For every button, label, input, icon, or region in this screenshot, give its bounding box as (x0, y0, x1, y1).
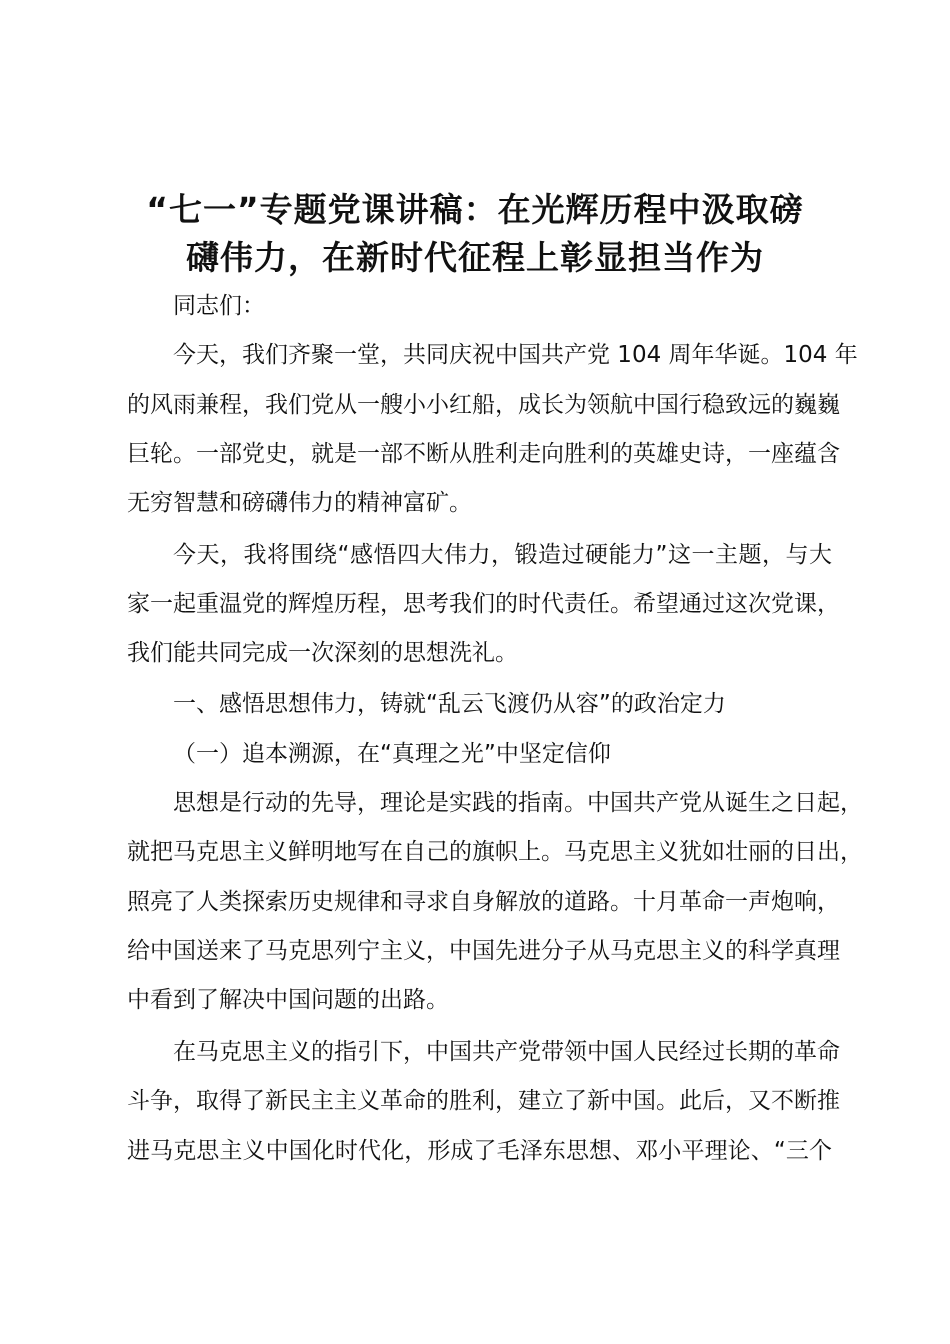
document-title-line-2: 礴伟力，在新时代征程上彰显担当作为 (186, 238, 764, 277)
paragraph-3-line-5: 中看到了解决中国问题的出路。 (127, 987, 449, 1013)
paragraph-1-line-2: 的风雨兼程，我们党从一艘小小红船，成长为领航中国行稳致远的巍巍 (127, 392, 840, 418)
salutation: 同志们： (173, 293, 265, 319)
paragraph-3-line-3: 照亮了人类探索历史规律和寻求自身解放的道路。十月革命一声炮响， (127, 889, 840, 915)
paragraph-2-line-3: 我们能共同完成一次深刻的思想洗礼。 (127, 640, 518, 666)
paragraph-1-line-1: 今天，我们齐聚一堂，共同庆祝中国共产党 104 周年华诞。104 年 (173, 342, 858, 368)
paragraph-2-line-2: 家一起重温党的辉煌历程，思考我们的时代责任。希望通过这次党课， (127, 591, 840, 617)
paragraph-3-line-2: 就把马克思主义鲜明地写在自己的旗帜上。马克思主义犹如壮丽的日出， (127, 839, 863, 865)
paragraph-4-line-2: 斗争，取得了新民主主义革命的胜利，建立了新中国。此后，又不断推 (127, 1088, 840, 1114)
paragraph-2-line-1: 今天，我将围绕“感悟四大伟力，锻造过硬能力”这一主题，与大 (173, 542, 832, 568)
paragraph-3-line-1: 思想是行动的先导，理论是实践的指南。中国共产党从诞生之日起， (173, 790, 863, 816)
paragraph-1-line-4: 无穷智慧和磅礴伟力的精神富矿。 (127, 490, 472, 516)
subsection-heading-1: （一）追本溯源，在“真理之光”中坚定信仰 (173, 741, 611, 767)
paragraph-3-line-4: 给中国送来了马克思列宁主义，中国先进分子从马克思主义的科学真理 (127, 938, 840, 964)
paragraph-1-line-3: 巨轮。一部党史，就是一部不断从胜利走向胜利的英雄史诗，一座蕴含 (127, 441, 840, 467)
paragraph-4-line-1: 在马克思主义的指引下，中国共产党带领中国人民经过长期的革命 (173, 1039, 840, 1065)
section-heading-1: 一、感悟思想伟力，铸就“乱云飞渡仍从容”的政治定力 (173, 691, 726, 717)
paragraph-4-line-3: 进马克思主义中国化时代化，形成了毛泽东思想、邓小平理论、“三个 (127, 1138, 832, 1164)
document-title-line-1: “七一”专题党课讲稿：在光辉历程中汲取磅 (146, 190, 804, 229)
